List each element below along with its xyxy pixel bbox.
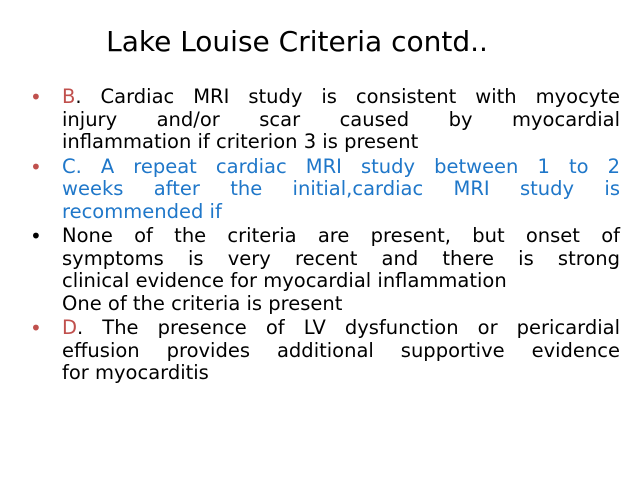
bullet-text: . The presence of LV dysfunction or pericardial (77, 316, 620, 339)
bullet-list (26, 86, 620, 387)
bullet-c (26, 156, 620, 224)
bullet-line: None of the criteria are present, but onset of (62, 224, 620, 247)
bullet-line: injury and/or scar caused by myocardial (62, 107, 620, 131)
bullet-mark: • (30, 224, 42, 248)
bullet-line: One of the criteria is present (62, 291, 343, 315)
bullet-line: recommended if (62, 199, 222, 223)
bullet-label: D (62, 316, 78, 339)
bullet-text: . Cardiac MRI study is consistent with myocyte (75, 85, 620, 108)
bullet-line: for myocarditis (62, 361, 209, 384)
bullet-mark: • (30, 316, 42, 340)
bullet-line: weeks after the initial,cardiac MRI study is (62, 177, 620, 200)
bullet-d (26, 317, 620, 385)
slide-title: Lake Louise Criteria contd.. (106, 25, 488, 58)
bullet-mark: • (30, 85, 42, 109)
bullet-line: symptoms is very recent and there is strong (62, 246, 620, 270)
bullet-line: effusion provides additional supportive evidence (62, 338, 620, 362)
bullet-line (62, 317, 620, 340)
bullet-none-criteria (26, 225, 620, 315)
bullet-mark: • (30, 154, 42, 179)
bullet-line: C. A repeat cardiac MRI study between 1 to 2 (62, 154, 620, 178)
bullet-line: inflammation if criterion 3 is present (62, 130, 419, 153)
bullet-label: B (62, 85, 76, 108)
bullet-b (26, 86, 620, 154)
bullet-line: clinical evidence for myocardial inflammation (62, 269, 507, 292)
bullet-line (62, 86, 620, 109)
